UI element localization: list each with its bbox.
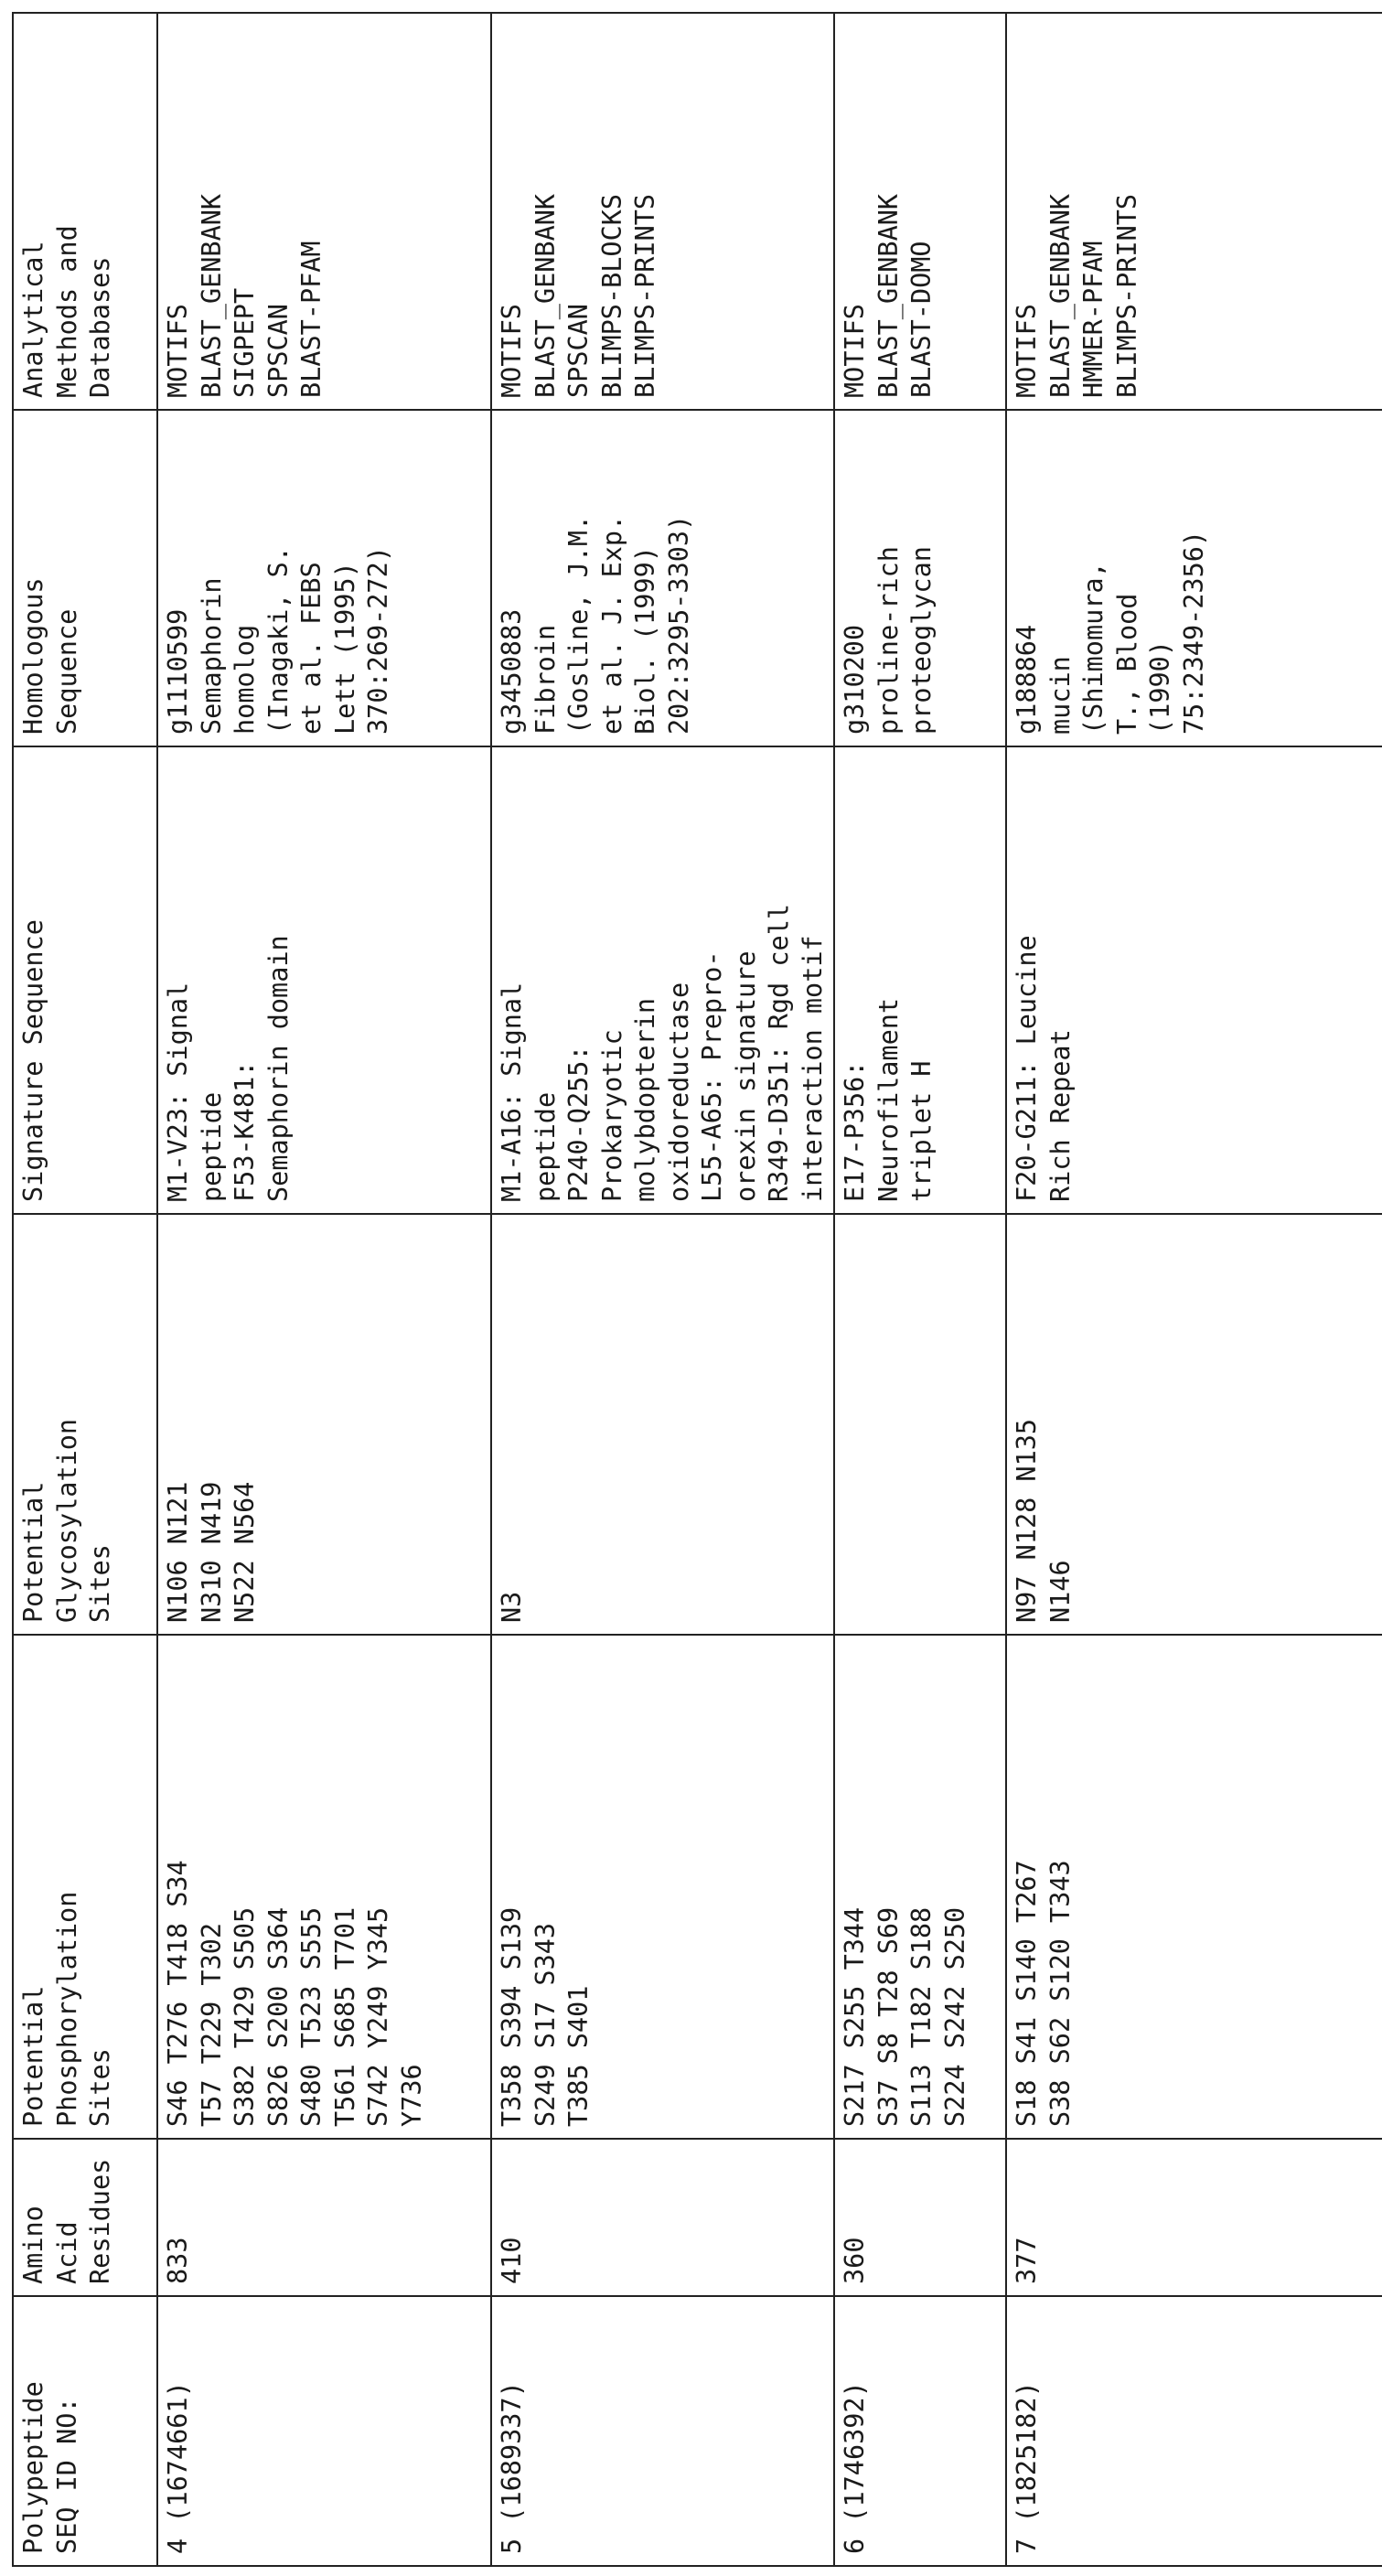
cell-glycosylation: N106 N121 N310 N419 N522 N564 (157, 1214, 491, 1635)
cell-homologous: g188864 mucin (Shimomura, T., Blood (1990) 75:2349-2356) (1006, 410, 1382, 746)
cell-seq-id: 5 (1689337) (491, 2296, 834, 2566)
header-homologous: Homologous Sequence (13, 410, 157, 746)
cell-signature: E17-P356: Neurofilament triplet H (834, 746, 1006, 1214)
cell-methods: MOTIFS BLAST_GENBANK SIGPEPT SPSCAN BLAST-PFAM (157, 13, 491, 410)
cell-phosphorylation: S18 S41 S140 T267 S38 S62 S120 T343 (1006, 1635, 1382, 2139)
cell-signature: M1-V23: Signal peptide F53-K481: Semaphorin domain (157, 746, 491, 1214)
table-row (1006, 13, 1382, 2566)
cell-signature: F20-G211: Leucine Rich Repeat (1006, 746, 1382, 1214)
cell-glycosylation: N97 N128 N135 N146 (1006, 1214, 1382, 1635)
header-signature: Signature Sequence (13, 746, 157, 1214)
table-row (834, 13, 1006, 2566)
cell-methods: MOTIFS BLAST_GENBANK SPSCAN BLIMPS-BLOCKS BLIMPS-PRINTS (491, 13, 834, 410)
header-glycosylation: Potential Glycosylation Sites (13, 1214, 157, 1635)
cell-seq-id: 6 (1746392) (834, 2296, 1006, 2566)
header-row (13, 13, 157, 2566)
cell-homologous: g310200 proline-rich proteoglycan (834, 410, 1006, 746)
cell-phosphorylation: S46 T276 T418 S34 T57 T229 T302 S382 T429 S505 S826 S200 S364 S480 T523 S555 T561 S685 T701 S742 Y249 Y345 Y736 (157, 1635, 491, 2139)
cell-homologous: g1110599 Semaphorin homolog (Inagaki, S. et al. FEBS Lett (1995) 370:269-272) (157, 410, 491, 746)
cell-homologous: g3450883 Fibroin (Gosline, J.M. et al. J. Exp. Biol. (1999) 202:3295-3303) (491, 410, 834, 746)
cell-methods: MOTIFS BLAST_GENBANK HMMER-PFAM BLIMPS-PRINTS (1006, 13, 1382, 410)
cell-phosphorylation: T358 S394 S139 S249 S17 S343 T385 S401 (491, 1635, 834, 2139)
table-row (157, 13, 491, 2566)
header-methods: Analytical Methods and Databases (13, 13, 157, 410)
cell-seq-id: 7 (1825182) (1006, 2296, 1382, 2566)
cell-methods: MOTIFS BLAST_GENBANK BLAST-DOMO (834, 13, 1006, 410)
cell-residues: 377 (1006, 2139, 1382, 2296)
header-residues: Amino Acid Residues (13, 2139, 157, 2296)
table-row (491, 13, 834, 2566)
cell-residues: 410 (491, 2139, 834, 2296)
header-phosphorylation: Potential Phosphorylation Sites (13, 1635, 157, 2139)
rotated-page (0, 0, 1382, 2576)
cell-residues: 360 (834, 2139, 1006, 2296)
cell-signature: M1-A16: Signal peptide P240-Q255: Prokaryotic molybdopterin oxidoreductase L55-A65: Prepro- orexin signature R349-D351: Rgd cell interaction motif (491, 746, 834, 1214)
cell-seq-id: 4 (1674661) (157, 2296, 491, 2566)
header-seq-id: Polypeptide SEQ ID NO: (13, 2296, 157, 2566)
cell-residues: 833 (157, 2139, 491, 2296)
cell-glycosylation: N3 (491, 1214, 834, 1635)
polypeptide-table (12, 12, 1382, 2567)
cell-glycosylation (834, 1214, 1006, 1635)
cell-phosphorylation: S217 S255 T344 S37 S8 T28 S69 S113 T182 S188 S224 S242 S250 (834, 1635, 1006, 2139)
